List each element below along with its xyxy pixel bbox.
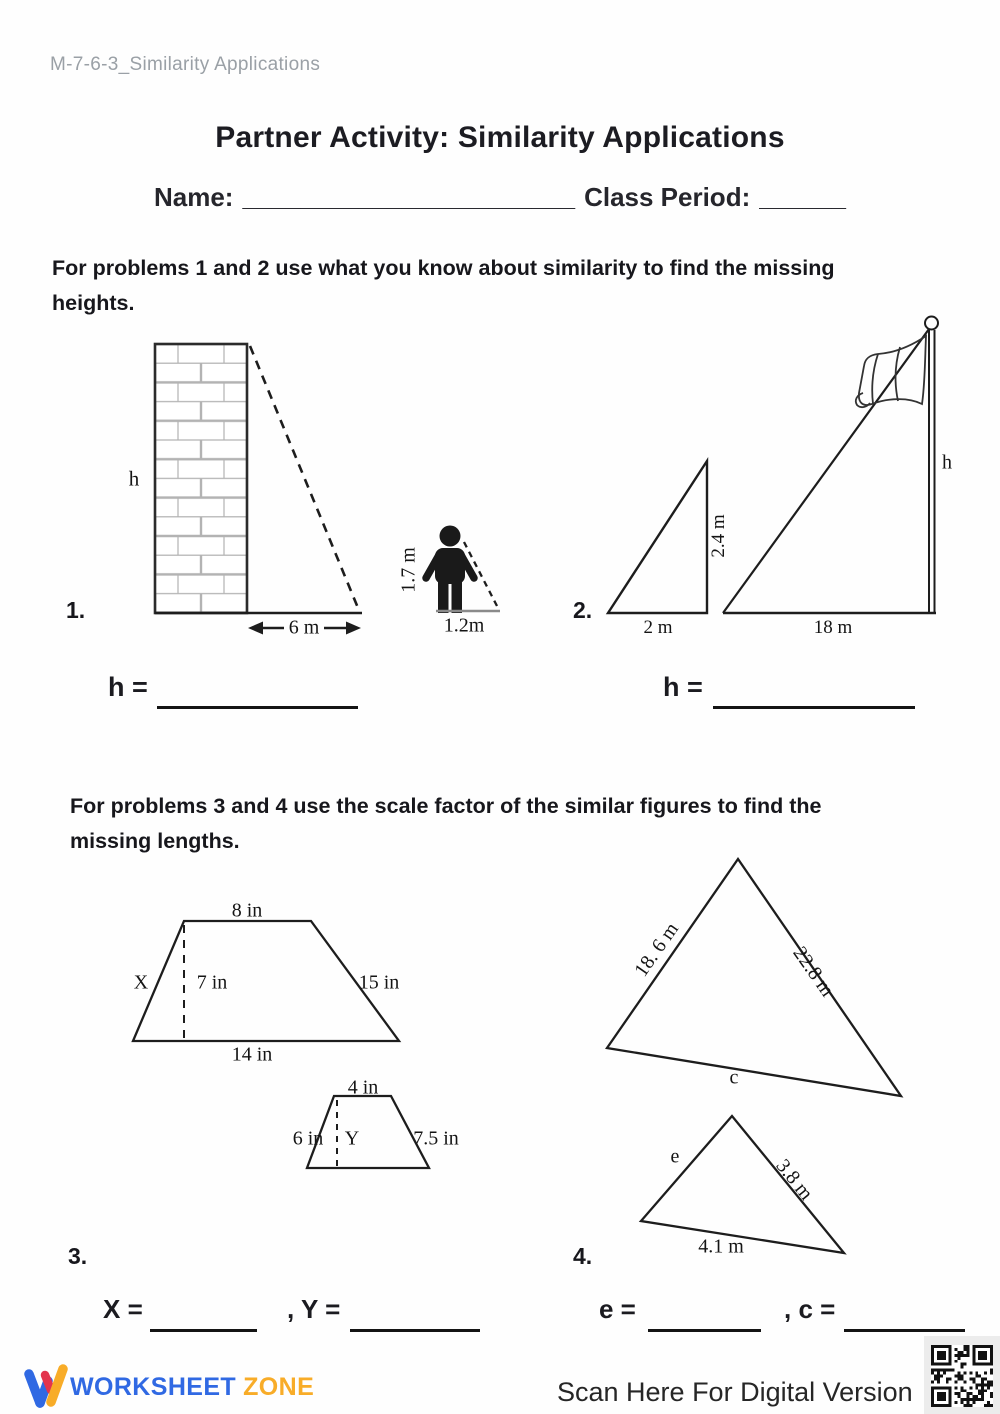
instructions-part1-line1: For problems 1 and 2 use what you know about similarity to find the missing bbox=[52, 256, 835, 280]
problem4-number: 4. bbox=[573, 1243, 593, 1269]
problem3-number: 3. bbox=[68, 1243, 88, 1269]
class-period-label: Class Period: bbox=[584, 182, 751, 212]
brand-worksheet: WORKSHEET bbox=[70, 1373, 237, 1401]
brand-zone: ZONE bbox=[243, 1373, 315, 1401]
instructions-part2-line2: missing lengths. bbox=[70, 829, 240, 853]
flagpole-icon bbox=[925, 317, 938, 614]
large-triangle-left-label: 18. 6 m bbox=[630, 918, 683, 981]
wall-height-label: h bbox=[128, 466, 140, 491]
instructions-part2-line1: For problems 3 and 4 use the scale factor of the similar figures to find the bbox=[70, 794, 822, 818]
problem3-answer-y-prefix: , Y = bbox=[287, 1294, 341, 1324]
problem1-answer-prefix: h = bbox=[108, 672, 148, 702]
small-reference-triangle bbox=[608, 461, 707, 613]
large-triangle-right-label: 22.8 m bbox=[788, 942, 839, 1001]
problem1-number: 1. bbox=[66, 597, 86, 623]
name-period-row bbox=[0, 182, 1000, 213]
footer-brand bbox=[70, 1373, 314, 1402]
problem2-number: 2. bbox=[573, 597, 593, 623]
problem4-answer-c-prefix: , c = bbox=[784, 1294, 836, 1324]
worksheetzone-logo-icon bbox=[20, 1362, 68, 1410]
name-blank: _______________________ bbox=[242, 182, 576, 212]
class-period-blank: ______ bbox=[759, 182, 846, 212]
small-triangle-right-label: 3.8 m bbox=[771, 1155, 818, 1205]
brick-wall-icon bbox=[155, 344, 247, 613]
problem2-answer-prefix: h = bbox=[663, 672, 703, 702]
problem2-answer-blank bbox=[713, 706, 915, 709]
small-triangle bbox=[641, 1116, 844, 1253]
instructions-part1-line2: heights. bbox=[52, 291, 135, 315]
large-trapezoid-top-label: 8 in bbox=[231, 899, 263, 922]
small-triangle-bottom-label: 4.1 m bbox=[698, 1235, 744, 1258]
large-triangle-bottom-label: c bbox=[729, 1066, 739, 1089]
person-height-label: 1.7 m bbox=[397, 547, 420, 593]
problem3-answer-x-prefix: X = bbox=[103, 1294, 143, 1324]
person-icon bbox=[426, 526, 474, 614]
small-trapezoid bbox=[307, 1096, 429, 1168]
problem4-e-blank bbox=[648, 1329, 761, 1332]
problem4-c-blank bbox=[844, 1329, 965, 1332]
large-trapezoid-right-label: 15 in bbox=[358, 971, 400, 994]
qr-card bbox=[924, 1336, 1000, 1414]
small-trapezoid-height-label: Y bbox=[344, 1127, 360, 1150]
instructions-part2 bbox=[70, 789, 960, 859]
flagpole-hypotenuse bbox=[723, 329, 929, 613]
problem4-figure bbox=[590, 850, 1000, 1270]
large-trapezoid-bottom-label: 14 in bbox=[231, 1043, 273, 1066]
large-trapezoid-left-label: X bbox=[133, 971, 149, 994]
problem3-y-blank bbox=[350, 1329, 480, 1332]
name-label: Name: bbox=[153, 182, 234, 212]
large-trapezoid-height-label: 7 in bbox=[196, 971, 228, 994]
small-trapezoid-right-label: 7.5 in bbox=[413, 1127, 459, 1150]
doc-code: M-7-6-3_Similarity Applications bbox=[50, 54, 321, 75]
scan-here-text: Scan Here For Digital Version bbox=[557, 1377, 913, 1407]
person-shadow-label: 1.2m bbox=[443, 614, 485, 637]
problem3-x-blank bbox=[150, 1329, 257, 1332]
small-trapezoid-left-label: 6 in bbox=[292, 1127, 324, 1150]
small-triangle-height-label: 2.4 m bbox=[708, 514, 729, 558]
small-trapezoid-top-label: 4 in bbox=[347, 1076, 379, 1099]
problem4-answer-e-prefix: e = bbox=[599, 1294, 636, 1324]
problem2-figure bbox=[560, 300, 1000, 650]
problem1-answer-blank bbox=[157, 706, 358, 709]
small-triangle-left-label: e bbox=[670, 1145, 680, 1168]
small-triangle-base-label: 2 m bbox=[643, 617, 673, 638]
pole-shadow-label: 18 m bbox=[813, 617, 853, 638]
qr-code-icon bbox=[931, 1345, 993, 1407]
pole-height-label: h bbox=[942, 451, 952, 474]
wall-shadow-dashed-line bbox=[250, 346, 358, 608]
wall-shadow-label: 6 m bbox=[288, 616, 320, 639]
page-title: Partner Activity: Similarity Applications bbox=[215, 121, 785, 154]
